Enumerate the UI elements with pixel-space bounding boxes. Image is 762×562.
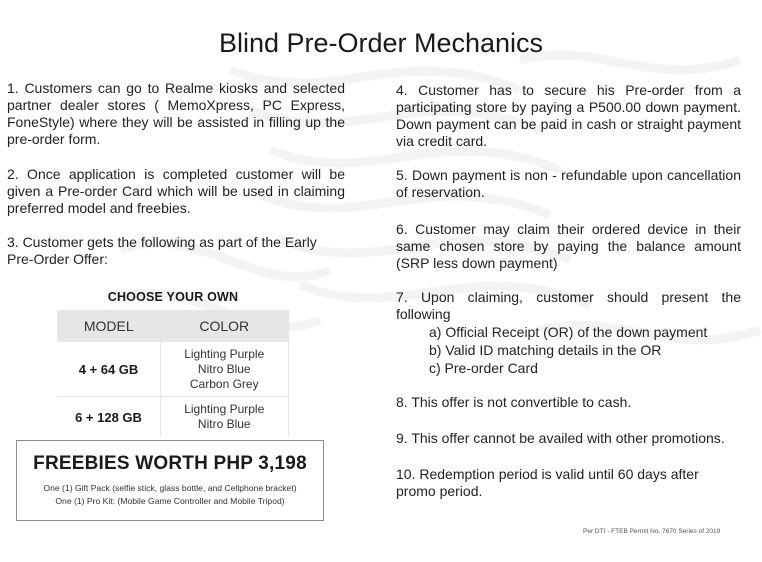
step-6-text: 6. Customer may claim their ordered device in their same chosen store by paying the balance amount (SRP less down payment) <box>396 221 741 271</box>
step-5-text: 5. Down payment is non - refundable upon cancellation of reservation. <box>396 167 741 200</box>
table-row <box>58 342 289 397</box>
step-7-item: b) Valid ID matching details in the OR <box>429 342 662 358</box>
step-7-item: c) Pre-order Card <box>429 360 538 376</box>
color-option: Lighting Purple <box>184 346 265 361</box>
step-3-text: 3. Customer gets the following as part of the Early Pre-Order Offer: <box>7 234 317 267</box>
step-9-text: 9. This offer cannot be availed with other promotions. <box>396 430 725 446</box>
choose-your-own-heading: CHOOSE YOUR OWN <box>107 290 239 304</box>
step-10-text: 10. Redemption period is valid until 60 days after promo period. <box>396 466 699 499</box>
model-cell: 6 + 128 GB <box>58 397 161 438</box>
color-cell <box>160 397 289 438</box>
color-option: Carbon Grey <box>189 376 259 391</box>
color-option: Lighting Purple <box>184 402 265 416</box>
page-title: Blind Pre-Order Mechanics <box>218 28 544 58</box>
left-column <box>7 80 345 268</box>
step-1-text: 1. Customers can go to Realme kiosks and selected partner dealer stores ( MemoXpress, PC Express, FoneStyle) where they will be assisted in filling up the pre-order form. <box>7 80 345 147</box>
freebie-item: One (1) Pro Kit: (Mobile Game Controller and Mobile Tripod) <box>55 496 285 506</box>
step-7-text: 7. Upon claiming, customer should present the following <box>396 289 741 322</box>
step-4-text: 4. Customer has to secure his Pre-order from a participating store by paying a P500.00 down payment. Down payment can be paid in cash or straight payment via credit card. <box>396 82 741 149</box>
right-column <box>396 82 741 500</box>
permit-note: Per DTI - FTEB Permit No. 7670 Series of 2019 <box>583 528 721 535</box>
step-8-text: 8. This offer is not convertible to cash. <box>396 394 632 410</box>
model-column-header: MODEL <box>58 311 161 342</box>
color-cell <box>160 342 289 397</box>
freebies-heading: FREEBIES WORTH PHP 3,198 <box>33 453 307 474</box>
color-option: Nitro Blue <box>197 361 251 376</box>
color-option: Nitro Blue <box>197 417 251 431</box>
freebie-item: One (1) Gift Pack (selfie stick, glass bottle, and Cellphone bracket) <box>43 483 297 493</box>
model-color-table <box>57 310 289 437</box>
freebies-box <box>16 440 324 521</box>
table-row <box>58 397 289 438</box>
step-7-item: a) Official Receipt (OR) of the down payment <box>429 324 708 340</box>
model-cell: 4 + 64 GB <box>58 342 161 397</box>
step-2-text: 2. Once application is completed customer will be given a Pre-order Card which will be used in claiming preferred model and freebies. <box>7 166 345 216</box>
color-column-header: COLOR <box>160 311 289 342</box>
